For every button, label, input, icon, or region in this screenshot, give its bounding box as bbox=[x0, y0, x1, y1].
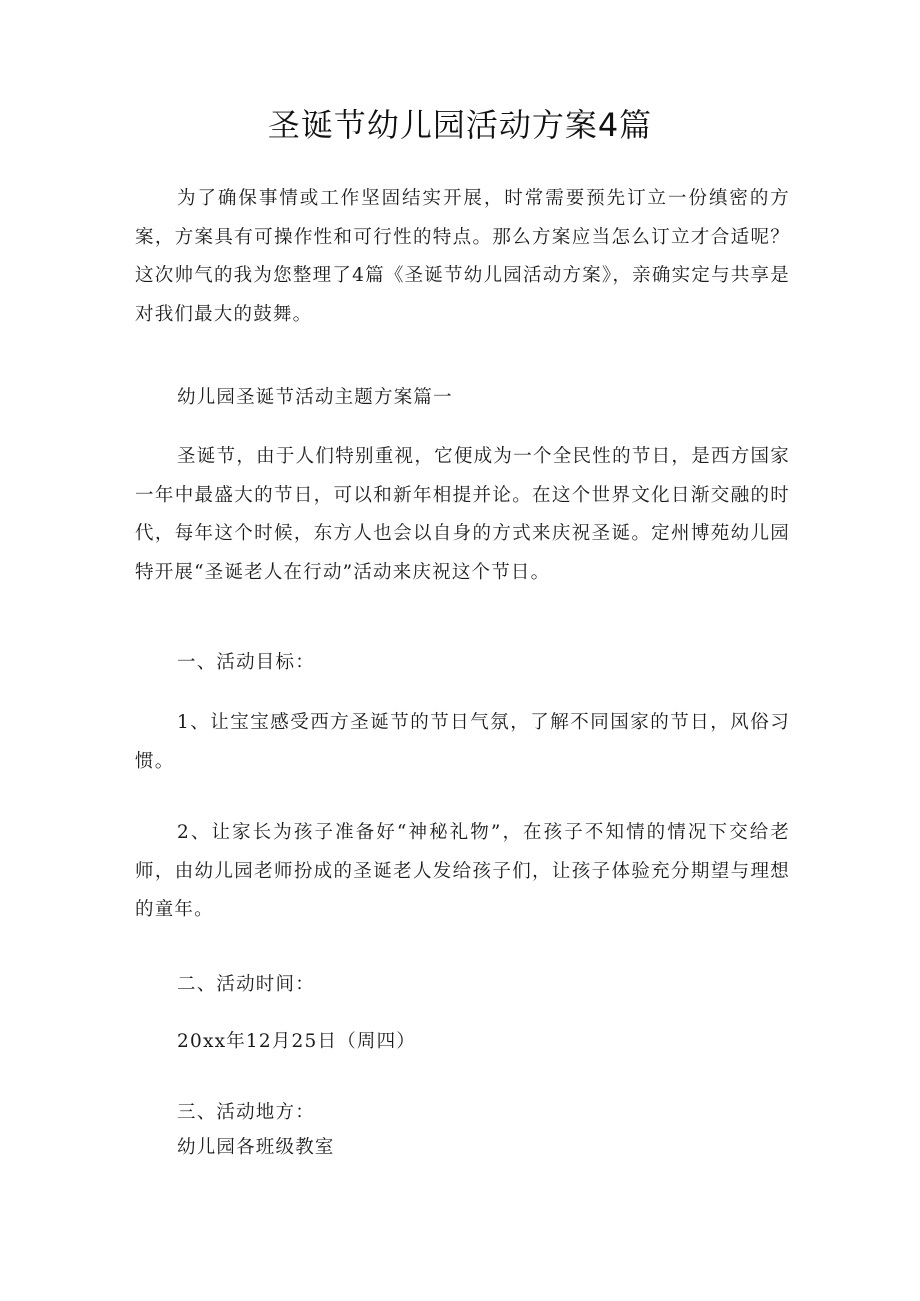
goal-item-1: 1、让宝宝感受西方圣诞节的节日气氛，了解不同国家的节日，风俗习惯。 bbox=[135, 712, 790, 772]
time-heading: 二、活动时间： bbox=[177, 974, 315, 995]
intro-paragraph: 为了确保事情或工作坚固结实开展，时常需要预先订立一份缜密的方案，方案具有可操作性和可行性的特点。那么方案应当怎么订立才合适呢？这次帅气的我为您整理了4篇《圣诞节幼儿园活动方案》，亲确实定与共享是对我们最大的鼓舞。 bbox=[135, 188, 790, 326]
goal-item-2: 2、让家长为孩子准备好“神秘礼物”，在孩子不知情的情况下交给老师，由幼儿园老师扮成的圣诞老人发给孩子们，让孩子体验充分期望与理想的童年。 bbox=[135, 822, 790, 921]
section-heading: 幼儿园圣诞节活动主题方案篇一 bbox=[177, 387, 453, 408]
place-value: 幼儿园各班级教室 bbox=[177, 1137, 335, 1158]
document-title: 圣诞节幼儿园活动方案4篇 bbox=[267, 106, 653, 144]
goal-heading: 一、活动目标： bbox=[177, 652, 315, 673]
place-heading: 三、活动地方： bbox=[177, 1102, 315, 1123]
section-intro-paragraph: 圣诞节，由于人们特别重视，它便成为一个全民性的节日，是西方国家一年中最盛大的节日，可以和新年相提并论。在这个世界文化日渐交融的时代，每年这个时候，东方人也会以自身的方式来庆祝圣诞。定州博苑幼儿园特开展“圣诞老人在行动”活动来庆祝这个节日。 bbox=[135, 446, 790, 584]
time-value: 20xx年12月25日（周四） bbox=[177, 1031, 416, 1052]
